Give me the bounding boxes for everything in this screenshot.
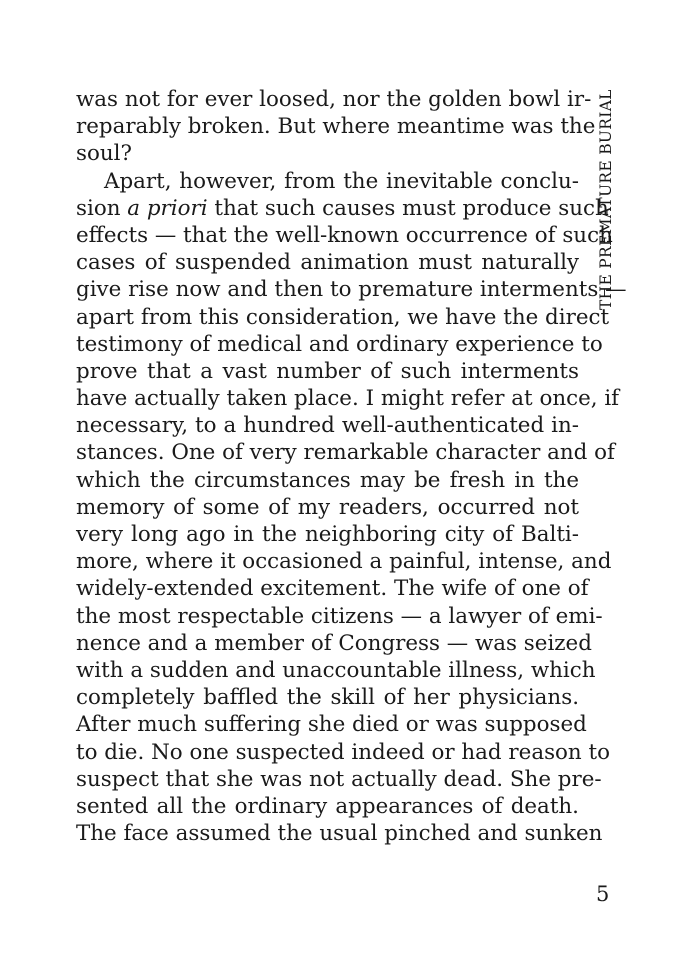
running-head xyxy=(594,90,618,310)
text-line: memory of some of my readers, occurred not xyxy=(76,494,579,520)
text-line: nence and a member of Congress — was seized xyxy=(76,630,592,656)
running-head-title: THE PREMATURE BURIAL xyxy=(597,89,615,310)
text-line: which the circumstances may be fresh in the xyxy=(76,467,579,493)
text-line: the most respectable citizens — a lawyer of emi- xyxy=(76,603,603,629)
text-line: necessary, to a hundred well-authenticated in- xyxy=(76,413,579,439)
text-line: stances. One of very remarkable character and of xyxy=(76,440,615,466)
text-line xyxy=(76,195,609,222)
text-line: very long ago in the neighboring city of Balti- xyxy=(76,522,579,547)
text-line: reparably broken. But where meantime was the xyxy=(76,114,596,140)
text-line: completely baffled the skill of her physicians. xyxy=(76,685,579,711)
text-line-segment: sion xyxy=(76,195,128,221)
text-line: was not for ever loosed, nor the golden bowl ir- xyxy=(76,87,592,112)
text-line-segment: that such causes must produce such xyxy=(207,195,609,221)
text-line: widely-extended excitement. The wife of one of xyxy=(76,576,589,602)
text-line: Apart, however, from the inevitable conclu- xyxy=(104,168,579,194)
text-line: testimony of medical and ordinary experience to xyxy=(76,331,603,357)
text-line: soul? xyxy=(76,141,132,167)
text-line: effects — that the well-known occurrence of such xyxy=(76,222,613,248)
italic-phrase: a priori xyxy=(127,195,208,221)
text-line: with a sudden and unaccountable illness, which xyxy=(76,657,596,683)
text-line: more, where it occasioned a painful, intense, and xyxy=(76,549,612,575)
text-line: have actually taken place. I might refer at once, if xyxy=(76,386,620,412)
text-line: to die. No one suspected indeed or had reason to xyxy=(76,739,610,765)
text-line: sented all the ordinary appearances of death. xyxy=(76,793,579,819)
text-line: cases of suspended animation must naturally xyxy=(76,250,579,276)
text-line: After much suffering she died or was supposed xyxy=(76,712,587,738)
text-line: suspect that she was not actually dead. She pre- xyxy=(76,766,602,792)
text-line: The face assumed the usual pinched and sunken xyxy=(76,821,603,847)
text-line: give rise now and then to premature interments — xyxy=(76,277,627,303)
text-line: apart from this consideration, we have the direct xyxy=(76,304,610,330)
text-line: prove that a vast number of such interments xyxy=(76,358,579,384)
page-number: 5 xyxy=(596,882,610,906)
